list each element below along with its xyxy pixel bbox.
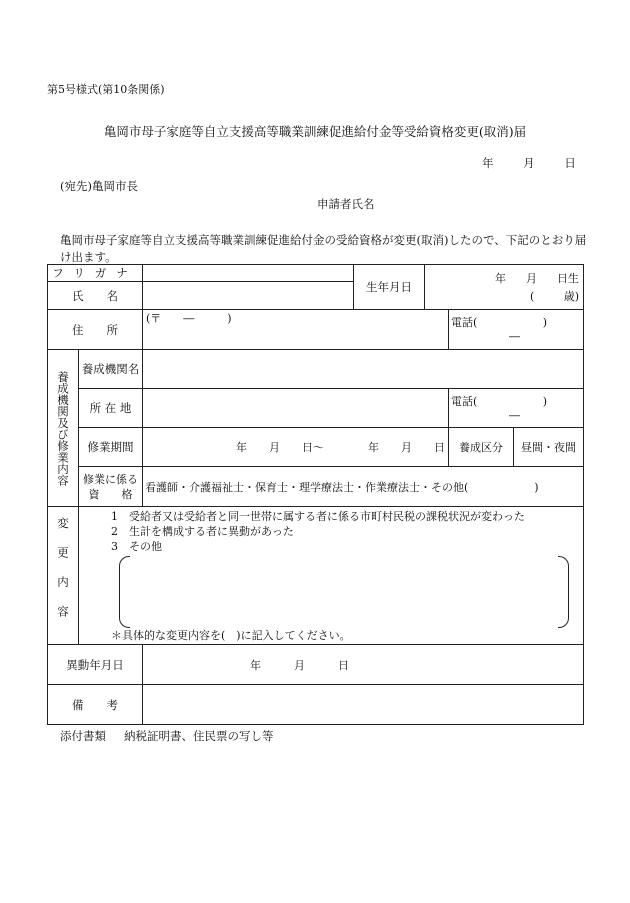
institution-phone-close: ) [542, 394, 548, 408]
date-day-label: 日 [564, 156, 576, 170]
date-month-label: 月 [523, 156, 535, 170]
location-label: 所 在 地 [89, 401, 132, 415]
address-phone-label: 電話( [451, 316, 478, 329]
form-grid [47, 264, 584, 725]
remarks-label: 備 考 [72, 697, 118, 712]
change-section-label-cell [48, 507, 79, 645]
change-date-input[interactable] [143, 645, 584, 685]
birthdate-date-parts [425, 270, 583, 286]
declaration-text: 亀岡市母子家庭等自立支援高等職業訓練促進給付金の受給資格が変更(取消)したので、下記のとおり届け出ます。 [60, 233, 587, 264]
attachments-label: 添付書類 [60, 729, 106, 743]
change-note: ＊具体的な変更内容を( )に記入してください。 [111, 629, 351, 642]
attachments [60, 728, 274, 744]
institution-name-input[interactable] [143, 350, 584, 389]
change-section-label: 変更内容 [56, 516, 70, 635]
birth-year-label: 年 [495, 272, 506, 285]
name-input[interactable] [143, 282, 354, 310]
course-type-label: 養成区分 [459, 441, 503, 454]
form-number: 第5号様式(第10条関係) [47, 83, 165, 96]
age-label: 歳) [563, 290, 580, 303]
institution-name-label-cell [79, 350, 143, 389]
change-date-value: 年 月 日 [250, 658, 349, 672]
change-date-label: 異動年月日 [66, 657, 124, 672]
address-label-cell [48, 310, 143, 350]
address-phone-parts [449, 310, 583, 330]
location-input[interactable] [143, 389, 449, 428]
birthdate-label: 生年月日 [366, 280, 412, 294]
name-label: 氏 名 [72, 288, 118, 303]
institution-phone-input[interactable] [449, 389, 584, 428]
document-title: 亀岡市母子家庭等自立支援高等職業訓練促進給付金等受給資格変更(取消)届 [103, 124, 527, 139]
institution-phone-parts [449, 389, 583, 409]
birthdate-label-cell [354, 265, 425, 310]
other-details-input[interactable] [119, 556, 569, 626]
left-bracket [119, 556, 130, 628]
name-label-cell [48, 282, 143, 310]
age-parts [425, 286, 583, 304]
address-input[interactable] [143, 310, 449, 350]
institution-phone-label: 電話( [451, 395, 478, 408]
furigana-input[interactable] [143, 265, 354, 282]
birth-day-label: 日生 [557, 272, 580, 285]
location-label-cell [79, 389, 143, 428]
remarks-label-cell [48, 685, 143, 725]
institution-name-label: 養成機関名 [81, 362, 140, 376]
postal-code-mark: (〒 ― ) [146, 312, 232, 325]
address-phone-dash: ― [509, 330, 520, 343]
course-type-value: 昼間・夜間 [521, 441, 577, 454]
institution-phone-dash: ― [509, 409, 520, 422]
change-item-2: 2 生計を構成する者に異動があった [111, 525, 294, 538]
applicant-name-label: 申請者氏名 [317, 197, 375, 211]
qualification-label-line1: 修業に係る [83, 472, 138, 486]
period-label: 修業期間 [87, 440, 134, 454]
date-year-label: 年 [482, 156, 494, 170]
age-open-paren: ( [530, 289, 535, 303]
addressee: (宛先)亀岡市長 [60, 179, 138, 193]
training-section-label-cell [48, 350, 79, 507]
qualification-value: 看護師・介護福祉士・保育士・理学療法士・作業療法士・その他( ) [145, 480, 539, 494]
change-contents-area[interactable] [79, 507, 584, 645]
birthdate-input[interactable] [425, 265, 584, 310]
qualification-label-cell [79, 467, 143, 507]
qualification-label-line2: 資 格 [88, 487, 133, 501]
period-value: 年 月 日〜 年 月 日 [236, 441, 445, 454]
furigana-label-cell [48, 265, 143, 282]
address-label: 住 所 [72, 322, 118, 337]
period-input[interactable] [143, 428, 449, 467]
attachments-value: 納税証明書、住民票の写し等 [124, 729, 274, 743]
change-item-3: 3 その他 [111, 540, 162, 553]
furigana-label: フリガナ [52, 266, 138, 280]
right-bracket [558, 556, 569, 628]
change-date-label-cell [48, 645, 143, 685]
address-phone-close: ) [542, 315, 548, 329]
submission-date [482, 155, 576, 171]
qualification-select[interactable] [143, 467, 584, 507]
period-label-cell [79, 428, 143, 467]
course-type-select[interactable] [514, 428, 584, 467]
change-item-1: 1 受給者又は受給者と同一世帯に属する者に係る市町村民税の課税状況が変わった [111, 510, 525, 523]
remarks-input[interactable] [143, 685, 584, 725]
course-type-label-cell [449, 428, 514, 467]
address-phone-input[interactable] [449, 310, 584, 350]
birth-month-label: 月 [526, 272, 538, 285]
training-section-label: 養成機関及び修業内容 [56, 370, 70, 486]
